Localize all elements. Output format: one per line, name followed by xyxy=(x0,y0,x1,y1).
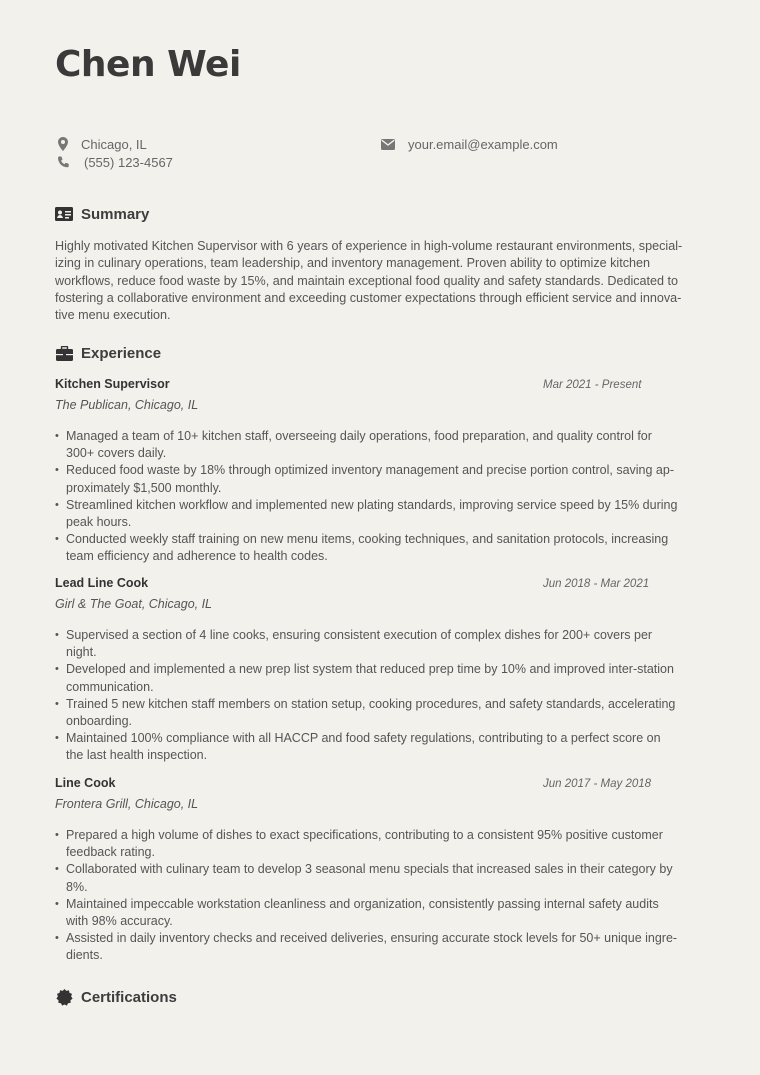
job-title: Lead Line Cook xyxy=(55,576,149,590)
experience-title: Experience xyxy=(81,344,162,362)
summary-line: Highly motivated Kitchen Supervisor with 6 years of experience in high-volume restaurant environments, special- xyxy=(55,239,683,253)
job-title: Line Cook xyxy=(55,776,116,790)
summary-line: izing in culinary operations, team leadership, and inventory management. Proven ability to optimize kitchen xyxy=(55,256,651,271)
candidate-name: Chen Wei xyxy=(55,44,241,85)
contact-phone xyxy=(55,154,173,170)
job-entry xyxy=(55,576,705,765)
list-item: • Conducted weekly staff training on new menu items, cooking techniques, and sanitation protocols, increasing team efficiency and adherence to health codes. xyxy=(55,531,705,565)
job-bullets xyxy=(55,627,705,765)
summary-line: workflows, reduce food waste by 15%, and maintain exceptional food quality and safety standards. Dedicated to xyxy=(55,273,679,288)
list-item: • Developed and implemented a new prep list system that reduced prep time by 10% and improved inter-station communication. xyxy=(55,661,705,695)
job-bullets xyxy=(55,827,705,965)
list-item: • Supervised a section of 4 line cooks, ensuring consistent execution of complex dishes for 200+ covers per night. xyxy=(55,627,705,661)
list-item: • Maintained 100% compliance with all HACCP and food safety regulations, contributing to a perfect score on the last health inspection. xyxy=(55,730,705,764)
job-dates: Jun 2017 - May 2018 xyxy=(543,778,652,790)
experience-heading xyxy=(55,344,161,362)
list-item: • Collaborated with culinary team to develop 3 seasonal menu specials that increased sales in their category by 8%. xyxy=(55,861,705,895)
list-item: • Managed a team of 10+ kitchen staff, overseeing daily operations, food preparation, and quality control for 300+ covers daily. xyxy=(55,428,705,462)
list-item: • Reduced food waste by 18% through optimized inventory management and precise portion control, saving ap- proximately $1,500 monthly. xyxy=(55,462,705,496)
summary-line: fostering a collaborative environment and exceeding customer expectations through efficient service and innova- xyxy=(55,290,682,305)
job-company: The Publican, Chicago, IL xyxy=(55,398,199,412)
list-item: • Prepared a high volume of dishes to exact specifications, contributing to a consistent 95% positive customer feedback rating. xyxy=(55,827,705,861)
summary-paragraph xyxy=(55,238,705,324)
list-item: • Trained 5 new kitchen staff members on station setup, cooking procedures, and safety standards, accelerating onboarding. xyxy=(55,696,705,730)
job-dates: Mar 2021 - Present xyxy=(543,379,642,391)
job-entry xyxy=(55,776,705,965)
summary-heading xyxy=(55,205,149,223)
email-text: your.email@example.com xyxy=(408,136,558,152)
certifications-heading xyxy=(55,988,177,1006)
list-item: • Assisted in daily inventory checks and received deliveries, ensuring accurate stock levels for 50+ unique ingre- dients. xyxy=(55,930,705,964)
contact-email xyxy=(380,136,558,152)
list-item: • Streamlined kitchen workflow and implemented new plating standards, improving service speed by 15% during peak hours. xyxy=(55,497,705,531)
location-text: Chicago, IL xyxy=(81,136,147,152)
summary-title: Summary xyxy=(81,205,150,223)
certifications-title: Certifications xyxy=(81,988,177,1006)
phone-icon xyxy=(55,154,71,170)
list-item: • Maintained impeccable workstation cleanliness and organization, consistently passing internal safety audits with 98% accuracy. xyxy=(55,896,705,930)
briefcase-icon xyxy=(55,344,73,362)
contact-location xyxy=(55,136,147,152)
badge-certificate-icon xyxy=(55,988,73,1006)
envelope-icon xyxy=(380,136,396,152)
id-card-icon xyxy=(55,205,73,223)
job-title: Kitchen Supervisor xyxy=(55,377,170,391)
job-company: Frontera Grill, Chicago, IL xyxy=(55,797,199,811)
job-bullets xyxy=(55,428,705,566)
job-company: Girl & The Goat, Chicago, IL xyxy=(55,597,213,611)
job-entry xyxy=(55,377,705,566)
job-dates: Jun 2018 - Mar 2021 xyxy=(543,578,650,590)
phone-text: (555) 123-4567 xyxy=(84,154,173,170)
map-pin-icon xyxy=(55,136,71,152)
summary-line: tive menu execution. xyxy=(55,308,171,323)
